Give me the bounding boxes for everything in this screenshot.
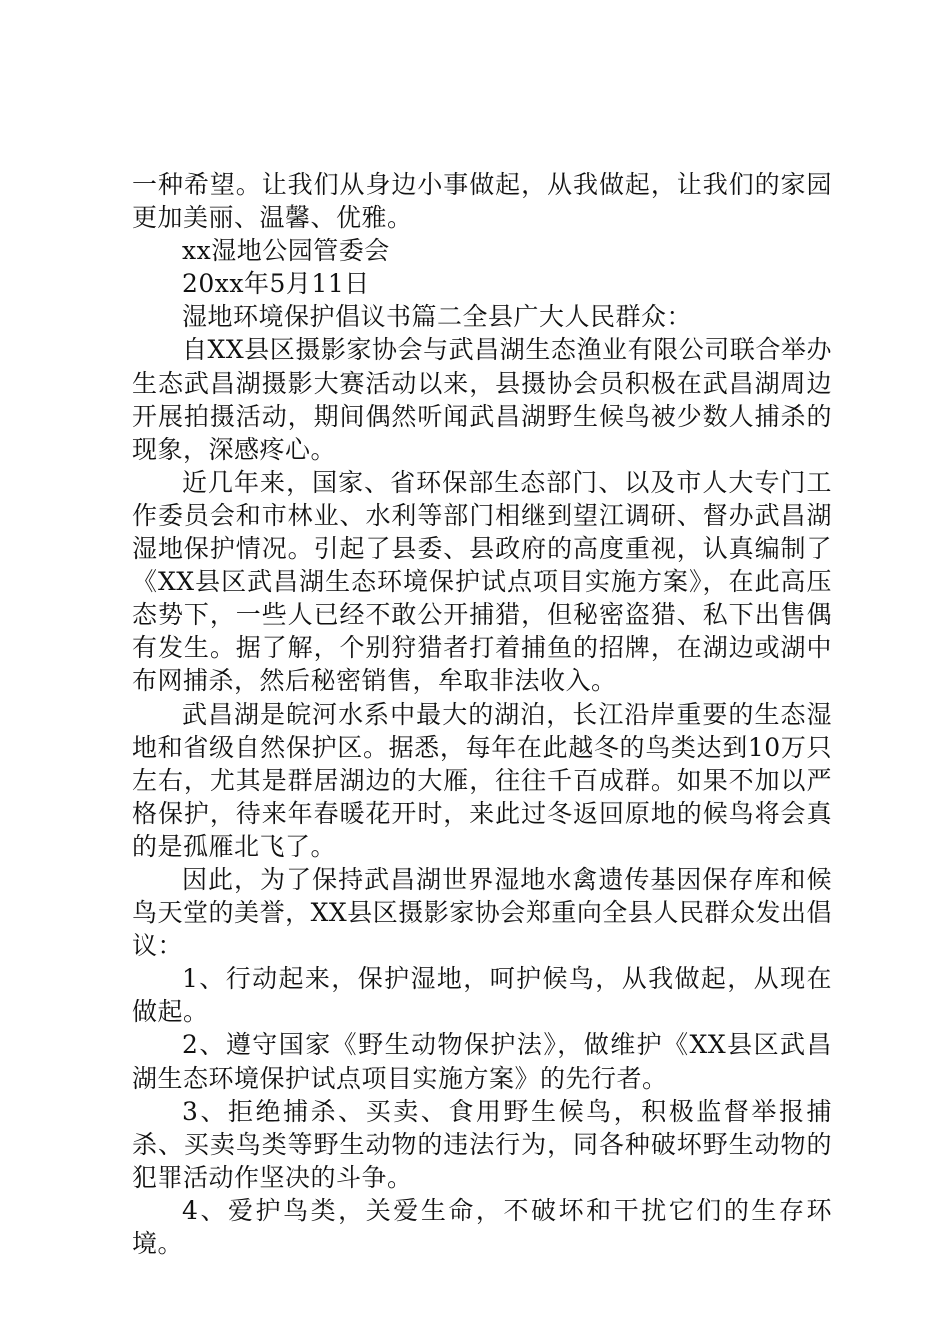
paragraph-proposal: 因此，为了保持武昌湖世界湿地水禽遗传基因保存库和候鸟天堂的美誉，XX县区摄影家协会郑重向全县人民群众发出倡议： — [132, 864, 832, 961]
list-item-4: 4、爱护鸟类，关爱生命，不破坏和干扰它们的生存环境。 — [132, 1195, 832, 1258]
paragraph-signature-date: 20xx年5月11日 — [182, 269, 370, 299]
paragraph-signature-org: xx湿地公园管委会 — [182, 236, 390, 266]
list-item-1: 1、行动起来，保护湿地，呵护候鸟，从我做起，从现在做起。 — [132, 964, 832, 1027]
list-item-2: 2、遵守国家《野生动物保护法》，做维护《XX县区武昌湖生态环境保护试点项目实施方案》的先行者。 — [132, 1030, 832, 1093]
paragraph-lake-info: 武昌湖是皖河水系中最大的湖泊，长江沿岸重要的生态湿地和省级自然保护区。据悉，每年在此越冬的鸟类达到10万只左右，尤其是群居湖边的大雁，往往千百成群。如果不加以严格保护，待来年春暖花开时，来此过冬返回原地的候鸟将会真的是孤雁北飞了。 — [132, 699, 832, 861]
paragraph-intro: 自XX县区摄影家协会与武昌湖生态渔业有限公司联合举办生态武昌湖摄影大赛活动以来，县摄协会员积极在武昌湖周边开展拍摄活动，期间偶然听闻武昌湖野生候鸟被少数人捕杀的现象，深感疼心。 — [132, 335, 832, 464]
list-item-3: 3、拒绝捕杀、买卖、食用野生候鸟，积极监督举报捕杀、买卖鸟类等野生动物的违法行为，同各种破坏野生动物的犯罪活动作坚决的斗争。 — [132, 1096, 832, 1192]
document-body — [132, 168, 832, 1260]
paragraph-continuation: 一种希望。让我们从身边小事做起，从我做起，让我们的家园更加美丽、温馨、优雅。 — [132, 170, 832, 233]
paragraph-heading: 湿地环境保护倡议书篇二全县广大人民群众： — [182, 302, 693, 332]
paragraph-background: 近几年来，国家、省环保部生态部门、以及市人大专门工作委员会和市林业、水利等部门相继到望江调研、督办武昌湖湿地保护情况。引起了县委、县政府的高度重视，认真编制了《XX县区武昌湖生态环境保护试点项目实施方案》，在此高压态势下，一些人已经不敢公开捕猎，但秘密盗猎、私下出售偶有发生。据了解，个别狩猎者打着捕鱼的招牌，在湖边或湖中布网捕杀，然后秘密销售，牟取非法收入。 — [132, 467, 832, 696]
